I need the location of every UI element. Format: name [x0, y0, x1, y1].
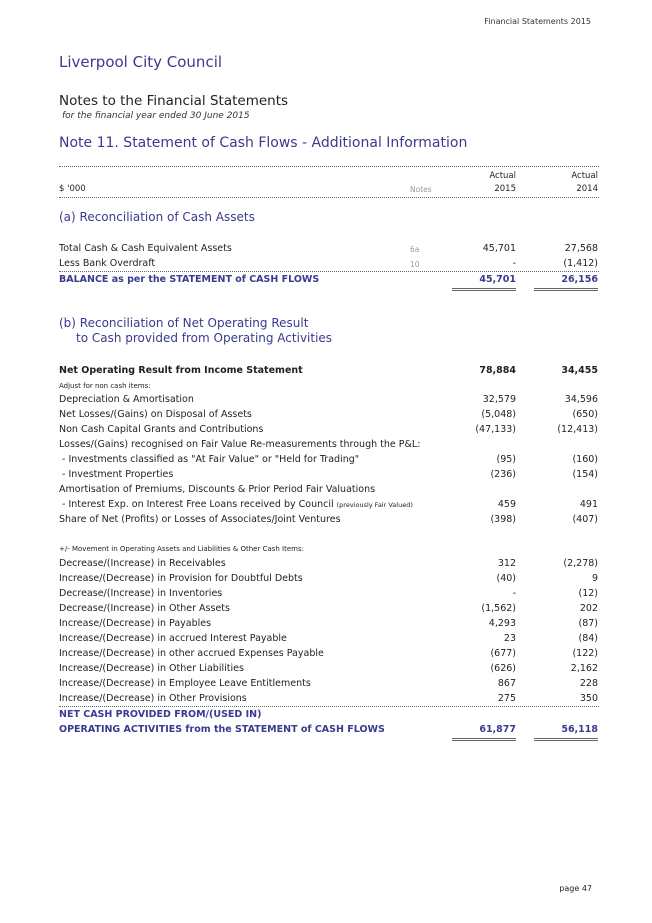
mv-row-2014: 2,162 [570, 663, 598, 674]
unit-label: $ '000 [59, 184, 86, 194]
mv-row-label: Decrease/(Increase) in Receivables [59, 558, 226, 569]
mv-row-2014: (122) [572, 648, 598, 659]
mv-row-2015: - [512, 588, 516, 599]
mv-row-2014: (12) [578, 588, 598, 599]
mv-row-2015: 4,293 [488, 618, 516, 629]
row-depreciation-2015: 32,579 [482, 394, 516, 405]
row-net-operating-label: Net Operating Result from Income Statement [59, 365, 303, 376]
total-2015-underline [452, 738, 516, 741]
notes-title: Notes to the Financial Statements [59, 93, 289, 109]
mv-row-2015: (1,562) [481, 603, 516, 614]
mv-row-2014: (87) [578, 618, 598, 629]
row-disposal-2014: (650) [572, 409, 598, 420]
row-overdraft-2014: (1,412) [563, 258, 598, 269]
movement-heading: +/- Movement in Operating Assets and Liabilities & Other Cash Items: [59, 545, 304, 553]
total-label-line1: NET CASH PROVIDED FROM/(USED IN) [59, 709, 262, 720]
row-overdraft-label: Less Bank Overdraft [59, 258, 156, 269]
mv-row-2014: 202 [579, 603, 598, 614]
row-grants-2014: (12,413) [557, 424, 598, 435]
mv-row-2015: 867 [497, 678, 516, 689]
row-adjust-heading: Adjust for non cash items: [59, 382, 151, 390]
row-overdraft-2015: - [512, 258, 516, 269]
row-depreciation-2014: 34,596 [564, 394, 598, 405]
mv-row-label: Increase/(Decrease) in other accrued Expenses Payable [59, 648, 324, 659]
balance-2015-underline [452, 288, 516, 291]
row-fair-value-heading: Losses/(Gains) recognised on Fair Value Re-measurements through the P&L: [59, 439, 421, 450]
row-interest-2014: 491 [579, 499, 598, 510]
section-b-title-line2: to Cash provided from Operating Activities [76, 331, 333, 345]
row-total-cash-2015: 45,701 [482, 243, 516, 254]
mv-row-2014: 9 [591, 573, 598, 584]
mv-row-label: Decrease/(Increase) in Inventories [59, 588, 223, 599]
balance-2014: 26,156 [561, 274, 598, 285]
section-a-title: (a) Reconciliation of Cash Assets [59, 210, 255, 224]
balance-2015: 45,701 [479, 274, 516, 285]
mv-row-label: Decrease/(Increase) in Other Assets [59, 603, 230, 614]
total-2014: 56,118 [561, 724, 598, 735]
mv-row-2014: 350 [579, 693, 598, 704]
row-share-net-label: Share of Net (Profits) or Losses of Associates/Joint Ventures [59, 514, 341, 525]
col-notes-label: Notes [410, 185, 432, 194]
row-total-cash-note: 6a [410, 245, 420, 254]
row-interest-label [62, 499, 413, 510]
mv-row-label: Increase/(Decrease) in Other Liabilities [59, 663, 244, 674]
row-amortisation-heading: Amortisation of Premiums, Discounts & Prior Period Fair Valuations [59, 484, 376, 495]
total-top-rule [59, 706, 599, 707]
col-year-2014: 2014 [576, 184, 598, 194]
balance-label: BALANCE as per the STATEMENT of CASH FLOWS [59, 274, 320, 285]
mv-row-2015: 275 [497, 693, 516, 704]
row-overdraft-note: 10 [410, 260, 420, 269]
mv-row-label: Increase/(Decrease) in Provision for Doubtful Debts [59, 573, 303, 584]
section-b-title-line1: (b) Reconciliation of Net Operating Result [59, 316, 309, 330]
row-disposal-label: Net Losses/(Gains) on Disposal of Assets [59, 409, 252, 420]
row-net-operating-2015: 78,884 [479, 365, 516, 376]
mv-row-2015: 312 [497, 558, 516, 569]
row-depreciation-label: Depreciation & Amortisation [59, 394, 194, 405]
mv-row-label: Increase/(Decrease) in Other Provisions [59, 693, 247, 704]
col-actual-2014-label: Actual [571, 171, 598, 181]
mv-row-2014: 228 [579, 678, 598, 689]
col-actual-2015-label: Actual [489, 171, 516, 181]
row-grants-2015: (47,133) [475, 424, 516, 435]
header-bottom-rule [59, 197, 599, 198]
total-label-line2: OPERATING ACTIVITIES from the STATEMENT of CASH FLOWS [59, 724, 385, 735]
header-top-rule [59, 166, 599, 167]
notes-subtitle: for the financial year ended 30 June 2015 [62, 111, 250, 121]
page-number: page 47 [559, 884, 592, 893]
row-inv-properties-2015: (236) [490, 469, 516, 480]
row-share-net-2014: (407) [572, 514, 598, 525]
total-2015: 61,877 [479, 724, 516, 735]
mv-row-2015: (40) [496, 573, 516, 584]
mv-row-2015: 23 [503, 633, 516, 644]
row-total-cash-2014: 27,568 [564, 243, 598, 254]
note-title: Note 11. Statement of Cash Flows - Additional Information [59, 135, 468, 151]
mv-row-2015: (626) [490, 663, 516, 674]
mv-row-label: Increase/(Decrease) in accrued Interest Payable [59, 633, 287, 644]
row-inv-properties-2014: (154) [572, 469, 598, 480]
mv-row-2015: (677) [490, 648, 516, 659]
row-investments-2014: (160) [572, 454, 598, 465]
col-year-2015: 2015 [494, 184, 516, 194]
mv-row-2014: (2,278) [563, 558, 598, 569]
row-investments-label: - Investments classified as "At Fair Value" or "Held for Trading" [62, 454, 360, 465]
row-net-operating-2014: 34,455 [561, 365, 598, 376]
row-share-net-2015: (398) [490, 514, 516, 525]
mv-row-label: Increase/(Decrease) in Employee Leave Entitlements [59, 678, 311, 689]
organisation-name: Liverpool City Council [59, 53, 223, 71]
row-interest-label-text: - Interest Exp. on Interest Free Loans received by Council [62, 499, 334, 510]
balance-top-rule [59, 271, 599, 272]
mv-row-2014: (84) [578, 633, 598, 644]
total-2014-underline [534, 738, 598, 741]
row-disposal-2015: (5,048) [481, 409, 516, 420]
row-inv-properties-label: - Investment Properties [62, 469, 174, 480]
row-grants-label: Non Cash Capital Grants and Contributions [59, 424, 264, 435]
row-interest-label-note: (previously Fair Valued) [336, 501, 413, 509]
mv-row-label: Increase/(Decrease) in Payables [59, 618, 212, 629]
row-investments-2015: (95) [496, 454, 516, 465]
row-interest-2015: 459 [497, 499, 516, 510]
row-total-cash-label: Total Cash & Cash Equivalent Assets [59, 243, 232, 254]
balance-2014-underline [534, 288, 598, 291]
running-header: Financial Statements 2015 [484, 17, 591, 26]
